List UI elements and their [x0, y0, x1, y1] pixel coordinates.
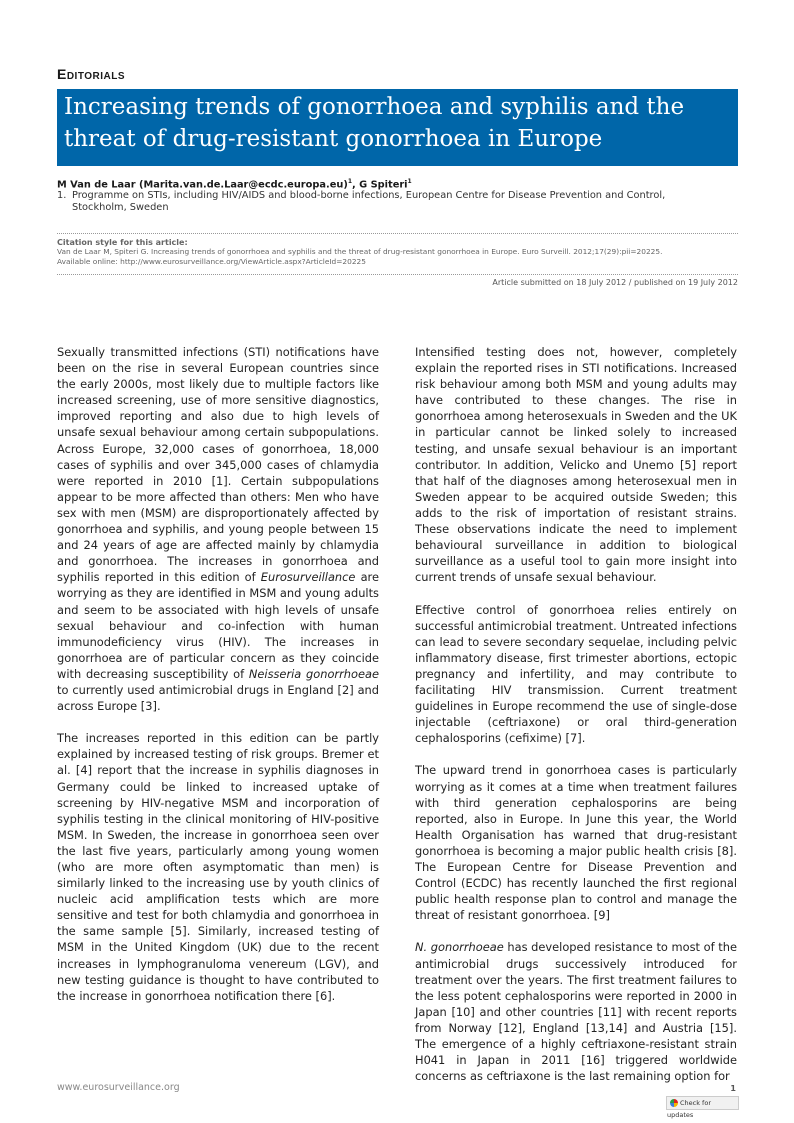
author-1-affil: 1	[347, 178, 352, 185]
author-2: G Spiteri	[359, 179, 408, 191]
body-column-right	[415, 344, 737, 1100]
affiliation	[57, 190, 747, 214]
footer-website-link[interactable]: www.eurosurveillance.org	[57, 1082, 180, 1093]
title-banner	[57, 89, 738, 166]
paragraph-5: The upward trend in gonorrhoea cases is particularly worrying as it comes at a time when treatment failures with third generation cephalosporins are being reported, also in Europe. In June this year, the World Health Organisation has warned that drug-resistant gonorrhoea is becoming a major public health crisis [8]. The European Centre for Disease Prevention and Control (ECDC) has recently launched the first regional public health response plan to control and manage the threat of resistant gonorrhoea. [9]	[415, 763, 737, 923]
citation-line-1: Van de Laar M, Spiteri G. Increasing trends of gonorrhoea and syphilis and the threat of drug-resistant gonorrhoea in Europe. Euro Surveill. 2012;17(29):pii=20225.	[57, 247, 663, 256]
paragraph-6: N. gonorrhoeae has developed resistance to most of the antimicrobial drugs successively introduced for treatment over the years. The first treatment failures to the less potent cephalosporins were reported in 2000 in Japan [10] and other countries [11] with recent reports from Norway [12], England [13,14] and Austria [15]. The emergence of a highly ceftriaxone-resistant strain H041 in Japan in 2011 [16] triggered worldwide concerns as ceftriaxone is the last remaining option for	[415, 940, 737, 1084]
author-line	[57, 178, 412, 190]
affiliation-line-1: Programme on STIs, including HIV/AIDS and blood-borne infections, European Centre for Disease Prevention and Control,	[72, 190, 666, 201]
crossmark-icon	[670, 1099, 678, 1107]
article-title: Increasing trends of gonorrhoea and syphilis and the threat of drug-resistant gonorrhoea in Europe	[64, 94, 685, 152]
citation-link[interactable]: Available online: http://www.eurosurveillance.org/ViewArticle.aspx?ArticleId=20225	[57, 256, 366, 266]
species-name: Neisseria gonorrhoeae	[248, 666, 379, 681]
paragraph-2: The increases reported in this edition can be partly explained by increased testing of risk groups. Bremer et al. [4] report that the increase in syphilis diagnoses in Germany could be linked to increased uptake of screening by HIV-negative MSM and incorporation of syphilis testing in the clinical monitoring of HIV-positive MSM. In Sweden, the increase in gonorrhoea seen over the last five years, particularly among young women (who are more often asymptomatic than men) is similarly linked to the increasing use by youth clinics of nucleic acid amplification tests which are more sensitive and test for both chlamydia and gonorrhoea in the same sample [5]. Similarly, increased testing of MSM in the United Kingdom (UK) due to the recent increases in lymphogranuloma venereum (LGV), and new testing guidance is thought to have contributed to the increase in gonorrhoea notification there [6].	[57, 731, 379, 1003]
affiliation-number: 1.	[57, 190, 67, 201]
check-for-updates-label: Check for updates	[667, 1099, 711, 1119]
citation-top-rule	[57, 233, 738, 234]
paragraph-4: Effective control of gonorrhoea relies entirely on successful antimicrobial treatment. Untreated infections can lead to severe secondary sequelae, including pelvic inflammatory disease, first trimester abortions, ectopic pregnancy and infertility, and may contribute to facilitating HIV transmission. Current treatment guidelines in Europe recommend the use of single-dose injectable (ceftriaxone) or oral third-generation cephalosporins (cefixime) [7].	[415, 602, 737, 746]
page-number: 1	[730, 1084, 736, 1093]
citation-bottom-rule	[57, 274, 738, 275]
affiliation-line-2: Stockholm, Sweden	[72, 202, 169, 213]
journal-name: Eurosurveillance	[260, 570, 356, 585]
body-column-left	[57, 344, 379, 1020]
paragraph-3-continued: Intensified testing does not, however, completely explain the reported rises in STI notifications. Increased risk behaviour among both MSM and young adults may have contributed to these changes. The rise in gonorrhoea among heterosexuals in Sweden and the UK in particular cannot be linked solely to increased testing, and unsafe sexual behaviour is an important contributor. In addition, Velicko and Unemo [5] report that half of the diagnoses among heterosexual men in Sweden appear to be acquired outside Sweden; this adds to the risk of importation of resistant strains. These observations indicate the need to implement behavioural surveillance in addition to biological surveillance as a useful tool to gain more insight into current trends of unsafe sexual behaviour.	[415, 345, 737, 585]
citation-heading: Citation style for this article:	[57, 238, 188, 247]
species-name-abbrev: N. gonorrhoeae	[415, 940, 504, 955]
citation-block	[57, 247, 747, 266]
author-separator: ,	[352, 179, 360, 191]
paragraph-1: Sexually transmitted infections (STI) notifications have been on the rise in several European countries since the early 2000s, most likely due to multiple factors like increased screening, use of more sensitive diagnostics, improved reporting and also due to high levels of unsafe sexual behaviour among certain subpopulations. Across Europe, 32,000 cases of gonorrhoea, 18,000 cases of syphilis and over 345,000 cases of chlamydia were reported in 2010 [1]. Certain subpopulations appear to be more affected than others: Men who have sex with men (MSM) are disproportionately affected by gonorrhoea and syphilis, and young people between 15 and 24 years of age are affected mainly by chlamydia and gonorrhoea. The increases in gonorrhoea and syphilis reported in this edition of Eurosurveillance are worrying as they are identified in MSM and young adults and seem to be associated with high levels of unsafe sexual behaviour and co-infection with human immunodeficiency virus (HIV). The increases in gonorrhoea are of particular concern as they coincide with decreasing susceptibility of Neisseria gonorrhoeae to currently used antimicrobial drugs in England [2] and across Europe [3].	[57, 345, 379, 714]
check-for-updates-button[interactable]	[666, 1096, 739, 1119]
author-1: M Van de Laar (Marita.van.de.Laar@ecdc.europa.eu)	[57, 179, 348, 191]
author-2-affil: 1	[407, 178, 412, 185]
section-label: Editorials	[57, 66, 126, 82]
submission-dates: Article submitted on 18 July 2012 / published on 19 July 2012	[492, 278, 738, 287]
